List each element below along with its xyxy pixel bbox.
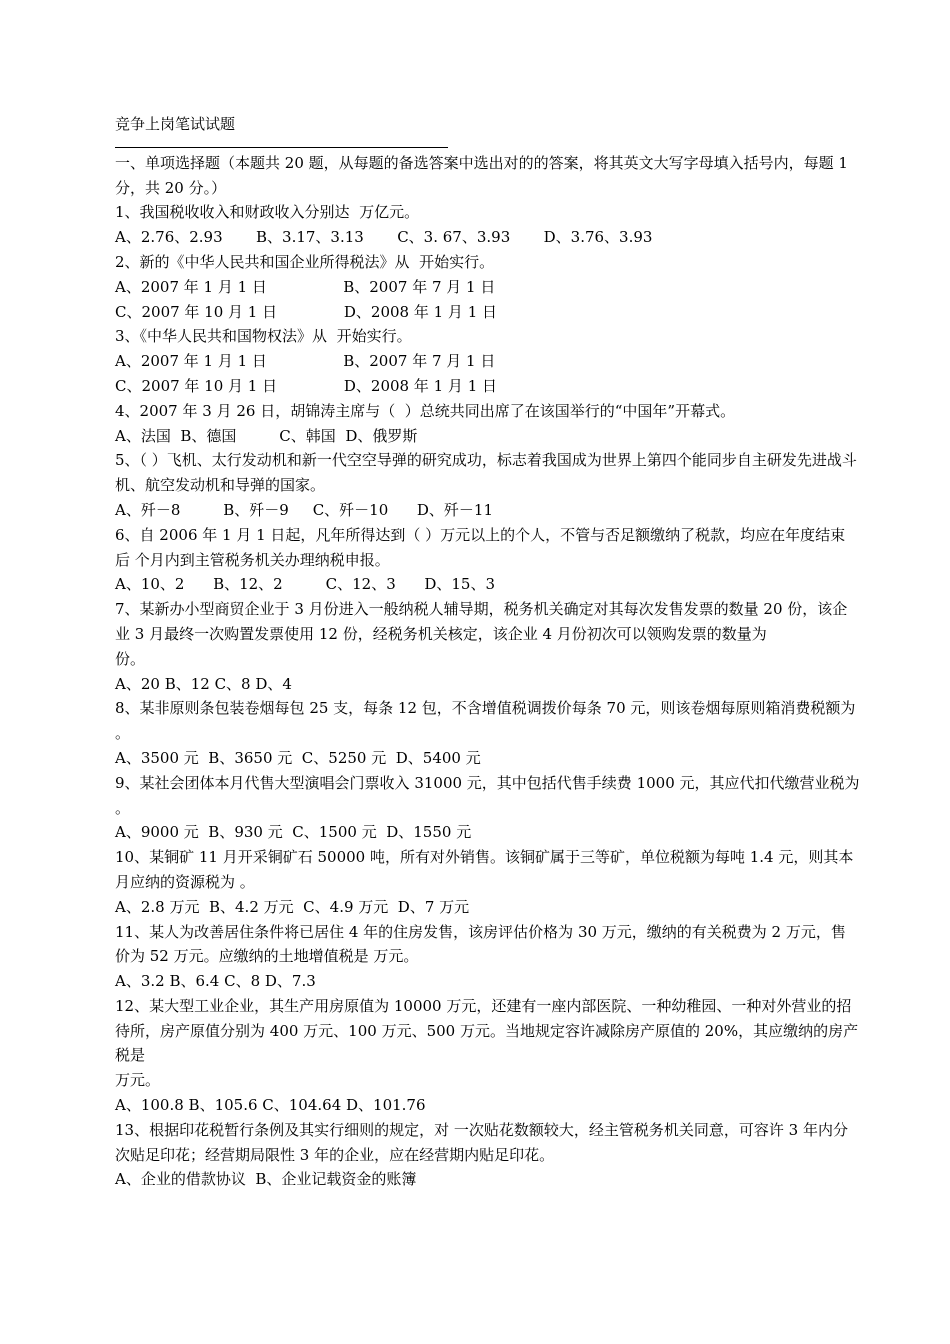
text-line: A、3.2 B、6.4 C、8 D、7.3 — [115, 972, 316, 991]
text-line: 份。 — [115, 649, 146, 668]
text-line: A、2007 年 1 月 1 日 B、2007 年 7 月 1 日 — [115, 277, 496, 296]
document-title: 竞争上岗笔试试题 — [115, 115, 236, 133]
text-line: 9、某社会团体本月代售大型演唱会门票收入 31000 元，其中包括代售手续费 1000 元，其应代扣代缴营业税为 。 — [115, 773, 860, 817]
text-line: 13、根据印花税暂行条例及其实行细则的规定，对 一次贴花数额较大，经主管税务机关同意，可容许 3 年内分次贴足印花；经营期局限性 3 年的企业，应在经营期内贴足印花。 — [115, 1120, 848, 1164]
text-line: A、2.76、2.93 B、3.17、3.13 C、3. 67、3.93 D、3.76、3.93 — [115, 228, 653, 247]
text-line: 5、（ ）飞机、太行发动机和新一代空空导弹的研究成功，标志着我国成为世界上第四个能同步自主研发先进战斗机、航空发动机和导弹的国家。 — [115, 451, 857, 495]
text-line: 4、2007 年 3 月 26 日，胡锦涛主席与（ ）总统共同出席了在该国举行的“中国年”开幕式。 — [115, 401, 736, 420]
text-line: A、2.8 万元 B、4.2 万元 C、4.9 万元 D、7 万元 — [115, 897, 470, 916]
text-line: A、100.8 B、105.6 C、104.64 D、101.76 — [115, 1096, 426, 1115]
text-line: C、2007 年 10 月 1 日 D、2008 年 1 月 1 日 — [115, 376, 498, 395]
text-line: A、企业的借款协议 B、企业记载资金的账簿 — [115, 1170, 417, 1189]
text-line: A、10、2 B、12、2 C、12、3 D、15、3 — [115, 575, 496, 594]
text-line: C、2007 年 10 月 1 日 D、2008 年 1 月 1 日 — [115, 302, 498, 321]
text-line: 万元。 — [115, 1071, 161, 1090]
text-line: 6、自 2006 年 1 月 1 日起，凡年所得达到（ ）万元以上的个人，不管与否足额缴纳了税款，均应在年度结束后 个月内到主管税务机关办理纳税申报。 — [115, 525, 846, 569]
text-line: 1、我国税收收入和财政收入分别达 万亿元。 — [115, 203, 420, 222]
text-line: 12、某大型工业企业，其生产用房原值为 10000 万元，还建有一座内部医院、一种幼稚园、一种对外营业的招待所，房产原值分别为 400 万元、100 万元、500 万元。当地规定容许减除房产原值的 20%，其应缴纳的房产税是 — [115, 996, 859, 1065]
text-line: 7、某新办小型商贸企业于 3 月份进入一般纳税人辅导期，税务机关确定对其每次发售发票的数量 20 份，该企业 3 月最终一次购置发票使用 12 份，经税务机关核定，该企业 4 月份初次可以领购发票的数量为 — [115, 600, 848, 643]
text-line: A、2007 年 1 月 1 日 B、2007 年 7 月 1 日 — [115, 352, 496, 371]
text-line: 2、新的《中华人民共和国企业所得税法》从 开始实行。 — [115, 252, 495, 271]
document-page — [115, 112, 860, 1192]
title-underline — [115, 147, 448, 148]
text-line: A、9000 元 B、930 元 C、1500 元 D、1550 元 — [115, 823, 472, 842]
text-line: 一、单项选择题（本题共 20 题，从每题的备选答案中选出对的的答案，将其英文大写字母填入括号内，每题 1 分，共 20 分。） — [115, 153, 848, 197]
text-line: A、法国 B、德国 C、韩国 D、俄罗斯 — [115, 426, 418, 445]
text-line: 11、某人为改善居住条件将已居住 4 年的住房发售，该房评估价格为 30 万元，缴纳的有关税费为 2 万元，售价为 52 万元。应缴纳的土地增值税是 万元。 — [115, 922, 846, 966]
text-line: 10、某铜矿 11 月开采铜矿石 50000 吨，所有对外销售。该铜矿属于三等矿，单位税额为每吨 1.4 元，则其本月应纳的资源税为 。 — [115, 848, 854, 891]
text-line: A、20 B、12 C、8 D、4 — [115, 674, 292, 693]
text-line: A、歼－8 B、歼－9 C、歼－10 D、歼－11 — [115, 500, 493, 519]
text-line: 3、《中华人民共和国物权法》从 开始实行。 — [115, 327, 412, 346]
text-line: 8、某非原则条包装卷烟每包 25 支，每条 12 包，不含增值税调拨价每条 70 元，则该卷烟每原则箱消费税额为 。 — [115, 699, 856, 743]
text-line: A、3500 元 B、3650 元 C、5250 元 D、5400 元 — [115, 748, 481, 767]
document-body — [115, 151, 860, 1192]
